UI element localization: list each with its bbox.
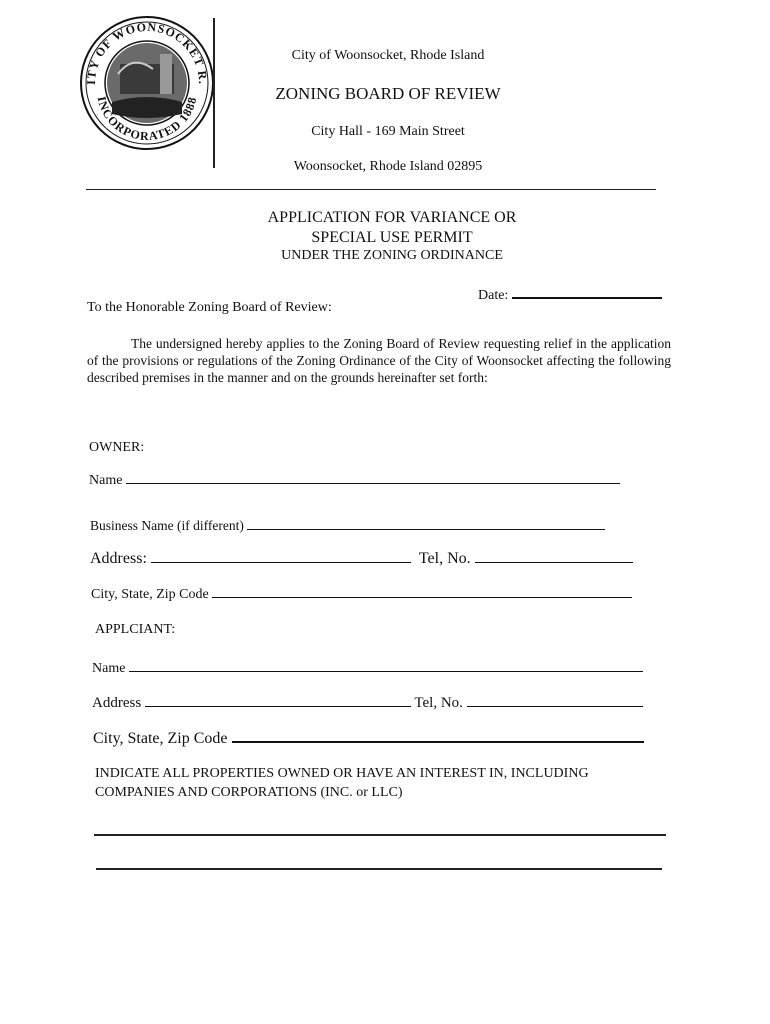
title-line-2: SPECIAL USE PERMIT bbox=[311, 229, 473, 246]
header-divider-vertical bbox=[213, 18, 215, 168]
date-label: Date: bbox=[478, 288, 509, 303]
applicant-address-label: Address bbox=[92, 695, 142, 711]
owner-name-field[interactable] bbox=[89, 469, 620, 489]
owner-business-label: Business Name (if different) bbox=[90, 518, 244, 533]
applicant-city-label: City, State, Zip Code bbox=[93, 730, 228, 747]
salutation: To the Honorable Zoning Board of Review: bbox=[87, 300, 332, 315]
header-address: City Hall - 169 Main Street bbox=[311, 124, 465, 139]
owner-name-label: Name bbox=[89, 473, 123, 488]
owner-business-line[interactable] bbox=[247, 515, 605, 530]
header-rule bbox=[86, 189, 656, 190]
owner-tel-label: Tel, No. bbox=[418, 550, 471, 567]
properties-line-2[interactable] bbox=[96, 868, 662, 870]
applicant-name-label: Name bbox=[92, 661, 126, 676]
owner-address-line[interactable] bbox=[151, 548, 411, 563]
date-line[interactable] bbox=[512, 283, 662, 299]
owner-heading: OWNER: bbox=[89, 440, 145, 455]
applicant-city-line[interactable] bbox=[232, 727, 644, 743]
applicant-name-line[interactable] bbox=[129, 657, 643, 672]
owner-address-field[interactable] bbox=[90, 548, 633, 568]
applicant-tel-label: Tel, No. bbox=[414, 695, 463, 711]
applicant-heading: APPLCIANT: bbox=[95, 622, 176, 637]
owner-city-field[interactable] bbox=[91, 583, 632, 603]
applicant-address-field[interactable] bbox=[92, 692, 643, 712]
seal-ring-bottom: INCORPORATED 1888 bbox=[94, 95, 200, 144]
applicant-tel-line[interactable] bbox=[467, 692, 643, 707]
intro-paragraph: The undersigned hereby applies to the Zoning Board of Review requesting relief in the application of the provisions or regulations of the Zoning Ordinance of the City of Woonsocket affecting the following described premises in the manner and on the grounds hereinafter set forth: bbox=[87, 336, 671, 385]
owner-business-field[interactable] bbox=[90, 515, 605, 534]
title-line-3: UNDER THE ZONING ORDINANCE bbox=[281, 248, 503, 263]
properties-instruction-1: INDICATE ALL PROPERTIES OWNED OR HAVE AN INTEREST IN, INCLUDING bbox=[95, 766, 589, 781]
date-field[interactable] bbox=[478, 283, 662, 304]
city-seal bbox=[78, 14, 216, 152]
title-line-1: APPLICATION FOR VARIANCE OR bbox=[267, 209, 517, 226]
header-city-zip: Woonsocket, Rhode Island 02895 bbox=[293, 159, 483, 174]
properties-instruction-2: COMPANIES AND CORPORATIONS (INC. or LLC) bbox=[95, 785, 403, 800]
owner-city-line[interactable] bbox=[212, 583, 632, 598]
owner-city-label: City, State, Zip Code bbox=[91, 587, 209, 602]
seal-ring-top: ITY OF WOONSOCKET R. bbox=[83, 19, 211, 85]
properties-line-1[interactable] bbox=[94, 834, 666, 836]
applicant-city-field[interactable] bbox=[93, 727, 644, 748]
owner-address-label: Address: bbox=[90, 550, 147, 567]
header-board: ZONING BOARD OF REVIEW bbox=[275, 84, 501, 103]
owner-tel-line[interactable] bbox=[475, 548, 633, 563]
applicant-name-field[interactable] bbox=[92, 657, 643, 677]
header-city: City of Woonsocket, Rhode Island bbox=[291, 48, 485, 63]
applicant-address-line[interactable] bbox=[145, 692, 411, 707]
owner-name-line[interactable] bbox=[126, 469, 620, 484]
